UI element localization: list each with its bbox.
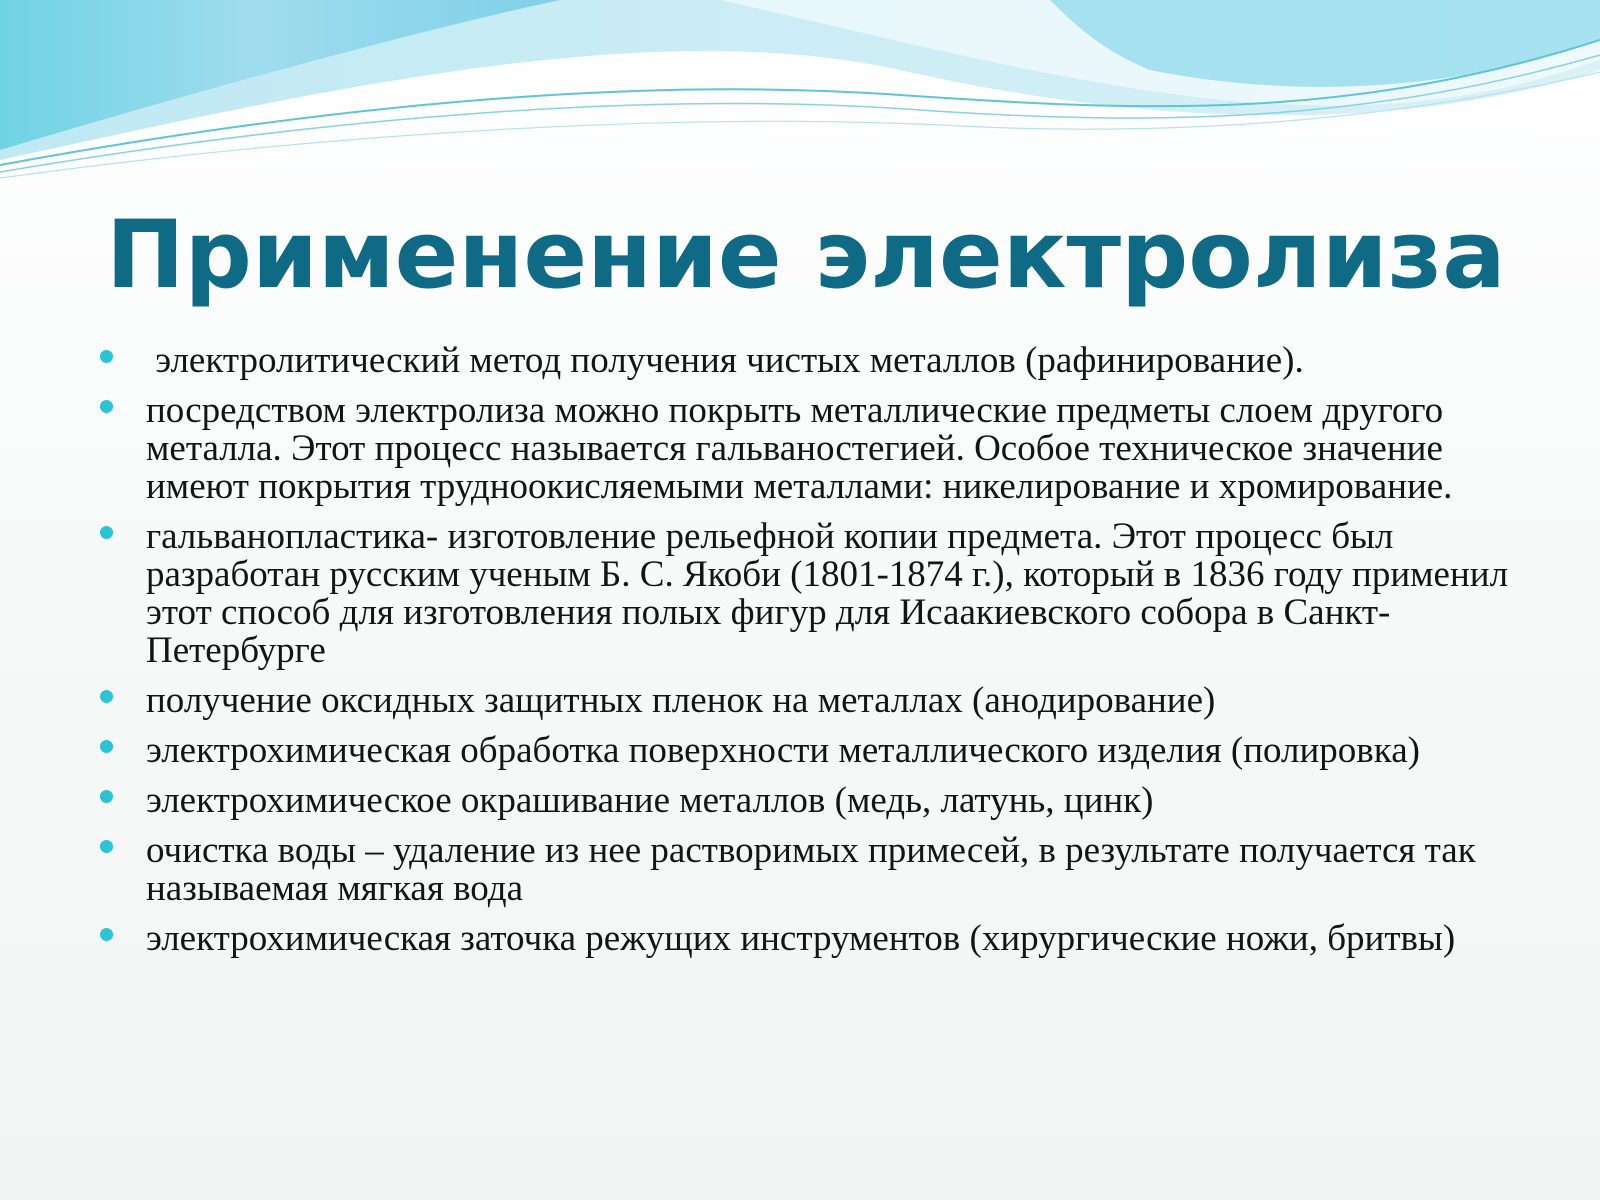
bullet-text: очистка воды – удаление из нее растворимых примесей, в результате получается так называемая мягкая вода [146, 830, 1476, 909]
bullet-dot-icon [100, 928, 113, 941]
bullet-text: электрохимическая обработка поверхности металлического изделия (полировка) [146, 730, 1420, 771]
decorative-wave-header [0, 0, 1600, 190]
bullet-text: гальванопластика- изготовление рельефной копии предмета. Этот процесс был разработан русским ученым Б. С. Якоби (1801-1874 г.), который в 1836 году применил этот способ для изготовления полых фигур для Исаакиевского собора в Санкт-Петербурге [146, 516, 1509, 671]
bullet-text: электрохимическое окрашивание металлов (медь, латунь, цинк) [146, 780, 1154, 821]
bullet-dot-icon [100, 790, 113, 803]
bullet-text: посредством электролиза можно покрыть металлические предметы слоем другого металла. Этот процесс называется гальваностегией. Особое техническое значение имеют покрытия трудноокисляемыми металлами: никелирование и хромирование. [146, 390, 1453, 507]
list-item [96, 392, 1536, 506]
bullet-text: электрохимическая заточка режущих инструментов (хирургические ножи, бритвы) [146, 918, 1456, 959]
list-item [96, 782, 1536, 820]
list-item [96, 920, 1536, 958]
bullet-dot-icon [100, 400, 113, 413]
list-item [96, 682, 1536, 720]
bullet-text: получение оксидных защитных пленок на металлах (анодирование) [146, 680, 1216, 721]
bullet-text: электролитический метод получения чистых металлов (рафинирование). [146, 340, 1304, 381]
bullet-dot-icon [100, 350, 113, 363]
list-item [96, 732, 1536, 770]
bullet-dot-icon [100, 690, 113, 703]
list-item [96, 342, 1536, 380]
slide-title: Применение электролиза [106, 201, 1506, 310]
list-item [96, 518, 1536, 670]
bullet-dot-icon [100, 526, 113, 539]
list-item [96, 832, 1536, 908]
bullet-dot-icon [100, 840, 113, 853]
bullet-list [96, 342, 1536, 970]
bullet-dot-icon [100, 740, 113, 753]
